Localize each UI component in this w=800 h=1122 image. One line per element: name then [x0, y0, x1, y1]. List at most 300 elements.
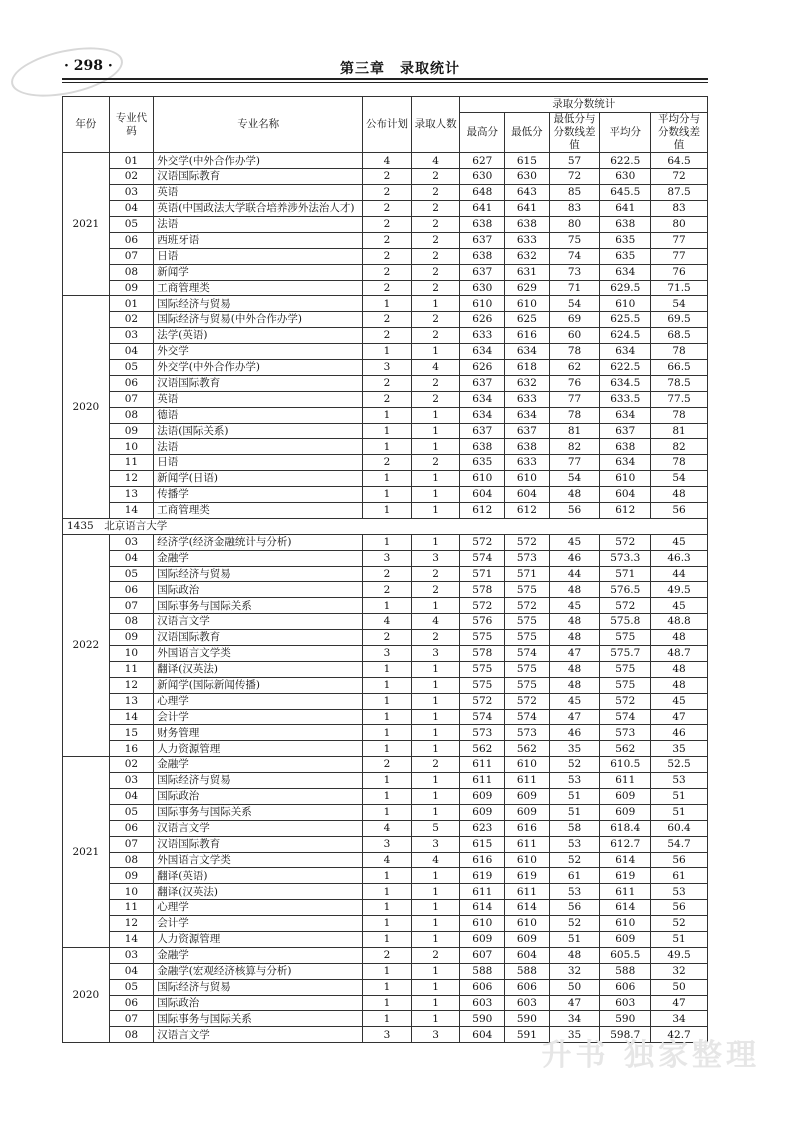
min-cell: 609 [505, 804, 550, 820]
table-row [63, 566, 708, 582]
max-cell: 633 [460, 328, 505, 344]
code-cell: 13 [109, 693, 154, 709]
admitted-cell: 4 [411, 359, 460, 375]
plan-cell: 2 [363, 169, 412, 185]
min-diff-cell: 44 [549, 566, 600, 582]
admitted-cell: 2 [411, 232, 460, 248]
major-cell: 汉语国际教育 [154, 375, 363, 391]
table-row [63, 947, 708, 963]
code-cell: 11 [109, 661, 154, 677]
min-cell: 638 [505, 216, 550, 232]
code-cell: 11 [109, 455, 154, 471]
plan-cell: 2 [363, 185, 412, 201]
plan-cell: 1 [363, 693, 412, 709]
min-cell: 604 [505, 947, 550, 963]
max-cell: 612 [460, 502, 505, 518]
plan-cell: 4 [363, 614, 412, 630]
min-cell: 625 [505, 312, 550, 328]
avg-cell: 612 [600, 502, 651, 518]
max-cell: 610 [460, 296, 505, 312]
min-diff-cell: 35 [549, 1027, 600, 1043]
col-plan-header: 公布计划 [363, 97, 412, 153]
avg-diff-cell: 48 [651, 677, 708, 693]
avg-cell: 572 [600, 598, 651, 614]
code-cell: 06 [109, 232, 154, 248]
avg-diff-cell: 34 [651, 1011, 708, 1027]
code-cell: 03 [109, 773, 154, 789]
min-diff-cell: 48 [549, 661, 600, 677]
plan-cell: 2 [363, 328, 412, 344]
plan-cell: 2 [363, 248, 412, 264]
min-diff-cell: 35 [549, 741, 600, 757]
avg-diff-cell: 72 [651, 169, 708, 185]
avg-cell: 637 [600, 423, 651, 439]
avg-diff-cell: 49.5 [651, 582, 708, 598]
min-diff-cell: 73 [549, 264, 600, 280]
admitted-cell: 1 [411, 598, 460, 614]
major-cell: 国际经济与贸易 [154, 296, 363, 312]
avg-diff-cell: 54 [651, 471, 708, 487]
min-cell: 610 [505, 852, 550, 868]
table-row [63, 725, 708, 741]
code-cell: 07 [109, 1011, 154, 1027]
min-diff-cell: 34 [549, 1011, 600, 1027]
admitted-cell: 1 [411, 900, 460, 916]
avg-diff-cell: 48.7 [651, 645, 708, 661]
min-cell: 575 [505, 677, 550, 693]
major-cell: 法语(国际关系) [154, 423, 363, 439]
code-cell: 02 [109, 169, 154, 185]
min-diff-cell: 56 [549, 900, 600, 916]
avg-diff-cell: 78 [651, 455, 708, 471]
min-diff-cell: 52 [549, 852, 600, 868]
admitted-cell: 1 [411, 661, 460, 677]
code-cell: 09 [109, 423, 154, 439]
avg-diff-cell: 82 [651, 439, 708, 455]
avg-cell: 619 [600, 868, 651, 884]
min-cell: 619 [505, 868, 550, 884]
code-cell: 01 [109, 296, 154, 312]
max-cell: 574 [460, 709, 505, 725]
code-cell: 03 [109, 947, 154, 963]
table-row [63, 582, 708, 598]
code-cell: 14 [109, 502, 154, 518]
avg-cell: 629.5 [600, 280, 651, 296]
avg-cell: 610.5 [600, 757, 651, 773]
admitted-cell: 2 [411, 201, 460, 217]
min-cell: 575 [505, 630, 550, 646]
table-row [63, 693, 708, 709]
table-row [63, 248, 708, 264]
major-cell: 国际经济与贸易 [154, 979, 363, 995]
table-row [63, 391, 708, 407]
table-row [63, 201, 708, 217]
min-diff-cell: 58 [549, 820, 600, 836]
table-row [63, 852, 708, 868]
major-cell: 汉语国际教育 [154, 836, 363, 852]
admitted-cell: 2 [411, 169, 460, 185]
major-cell: 国际事务与国际关系 [154, 598, 363, 614]
code-cell: 04 [109, 344, 154, 360]
major-cell: 国际经济与贸易 [154, 566, 363, 582]
min-diff-cell: 52 [549, 757, 600, 773]
table-row [63, 900, 708, 916]
major-cell: 汉语言文学 [154, 1027, 363, 1043]
col-major-header: 专业名称 [154, 97, 363, 153]
plan-cell: 4 [363, 852, 412, 868]
avg-cell: 604 [600, 487, 651, 503]
table-row [63, 344, 708, 360]
avg-diff-cell: 80 [651, 216, 708, 232]
table-body-part2 [63, 534, 708, 1043]
code-cell: 05 [109, 216, 154, 232]
min-cell: 633 [505, 455, 550, 471]
max-cell: 572 [460, 598, 505, 614]
major-cell: 英语 [154, 185, 363, 201]
major-cell: 翻译(汉英法) [154, 884, 363, 900]
col-min-diff-header: 最低分与分数线差值 [549, 113, 600, 153]
avg-diff-cell: 46.3 [651, 550, 708, 566]
min-cell: 615 [505, 153, 550, 169]
code-cell: 02 [109, 312, 154, 328]
admitted-cell: 1 [411, 773, 460, 789]
min-cell: 571 [505, 566, 550, 582]
admitted-cell: 2 [411, 391, 460, 407]
admitted-cell: 3 [411, 550, 460, 566]
max-cell: 638 [460, 216, 505, 232]
avg-diff-cell: 51 [651, 789, 708, 805]
max-cell: 637 [460, 232, 505, 248]
plan-cell: 2 [363, 280, 412, 296]
avg-diff-cell: 69.5 [651, 312, 708, 328]
table-row [63, 312, 708, 328]
min-cell: 575 [505, 582, 550, 598]
max-cell: 588 [460, 963, 505, 979]
avg-diff-cell: 54 [651, 296, 708, 312]
avg-cell: 618.4 [600, 820, 651, 836]
avg-cell: 630 [600, 169, 651, 185]
avg-diff-cell: 77.5 [651, 391, 708, 407]
avg-diff-cell: 78 [651, 344, 708, 360]
min-cell: 588 [505, 963, 550, 979]
admitted-cell: 1 [411, 296, 460, 312]
major-cell: 会计学 [154, 709, 363, 725]
min-cell: 634 [505, 344, 550, 360]
code-cell: 05 [109, 804, 154, 820]
table-row [63, 979, 708, 995]
admitted-cell: 2 [411, 566, 460, 582]
avg-cell: 614 [600, 852, 651, 868]
plan-cell: 1 [363, 884, 412, 900]
avg-diff-cell: 56 [651, 502, 708, 518]
min-cell: 609 [505, 932, 550, 948]
table-row [63, 789, 708, 805]
avg-diff-cell: 49.5 [651, 947, 708, 963]
major-cell: 心理学 [154, 900, 363, 916]
max-cell: 635 [460, 455, 505, 471]
major-cell: 金融学 [154, 947, 363, 963]
admitted-cell: 1 [411, 916, 460, 932]
plan-cell: 1 [363, 900, 412, 916]
table-row [63, 296, 708, 312]
table-body-part1 [63, 153, 708, 518]
code-cell: 07 [109, 598, 154, 614]
major-cell: 国际政治 [154, 582, 363, 598]
table-row [63, 868, 708, 884]
min-cell: 572 [505, 534, 550, 550]
avg-cell: 575 [600, 630, 651, 646]
min-cell: 610 [505, 916, 550, 932]
min-diff-cell: 48 [549, 582, 600, 598]
min-diff-cell: 53 [549, 773, 600, 789]
table-row [63, 598, 708, 614]
code-cell: 04 [109, 201, 154, 217]
min-diff-cell: 54 [549, 296, 600, 312]
header-rule [62, 78, 708, 80]
plan-cell: 1 [363, 916, 412, 932]
plan-cell: 1 [363, 789, 412, 805]
avg-diff-cell: 56 [651, 852, 708, 868]
avg-cell: 575 [600, 677, 651, 693]
major-cell: 国际政治 [154, 789, 363, 805]
avg-diff-cell: 51 [651, 804, 708, 820]
avg-cell: 635 [600, 232, 651, 248]
table-row [63, 550, 708, 566]
major-cell: 经济学(经济金融统计与分析) [154, 534, 363, 550]
max-cell: 575 [460, 630, 505, 646]
min-cell: 630 [505, 169, 550, 185]
avg-diff-cell: 45 [651, 598, 708, 614]
table-row [63, 264, 708, 280]
admitted-cell: 2 [411, 216, 460, 232]
avg-diff-cell: 77 [651, 248, 708, 264]
code-cell: 07 [109, 248, 154, 264]
code-cell: 09 [109, 280, 154, 296]
table-row [63, 884, 708, 900]
avg-cell: 606 [600, 979, 651, 995]
avg-diff-cell: 61 [651, 868, 708, 884]
table-row [63, 407, 708, 423]
plan-cell: 1 [363, 407, 412, 423]
plan-cell: 2 [363, 566, 412, 582]
max-cell: 638 [460, 439, 505, 455]
min-cell: 591 [505, 1027, 550, 1043]
min-diff-cell: 52 [549, 916, 600, 932]
table-row [63, 995, 708, 1011]
plan-cell: 3 [363, 645, 412, 661]
plan-cell: 1 [363, 439, 412, 455]
min-cell: 562 [505, 741, 550, 757]
avg-cell: 605.5 [600, 947, 651, 963]
min-diff-cell: 85 [549, 185, 600, 201]
min-cell: 629 [505, 280, 550, 296]
max-cell: 634 [460, 344, 505, 360]
avg-diff-cell: 32 [651, 963, 708, 979]
plan-cell: 2 [363, 947, 412, 963]
code-cell: 14 [109, 932, 154, 948]
plan-cell: 1 [363, 502, 412, 518]
table-row [63, 836, 708, 852]
min-cell: 603 [505, 995, 550, 1011]
avg-diff-cell: 44 [651, 566, 708, 582]
max-cell: 623 [460, 820, 505, 836]
table-row [63, 439, 708, 455]
max-cell: 572 [460, 534, 505, 550]
code-cell: 08 [109, 614, 154, 630]
min-cell: 606 [505, 979, 550, 995]
min-cell: 604 [505, 487, 550, 503]
table-row [63, 820, 708, 836]
plan-cell: 1 [363, 709, 412, 725]
avg-cell: 635 [600, 248, 651, 264]
avg-cell: 634 [600, 344, 651, 360]
min-cell: 633 [505, 232, 550, 248]
avg-cell: 573.3 [600, 550, 651, 566]
code-cell: 01 [109, 153, 154, 169]
min-cell: 609 [505, 789, 550, 805]
max-cell: 637 [460, 375, 505, 391]
min-cell: 574 [505, 709, 550, 725]
min-cell: 611 [505, 773, 550, 789]
code-cell: 06 [109, 995, 154, 1011]
avg-diff-cell: 77 [651, 232, 708, 248]
admitted-cell: 1 [411, 487, 460, 503]
table-row [63, 709, 708, 725]
admitted-cell: 1 [411, 789, 460, 805]
avg-diff-cell: 56 [651, 900, 708, 916]
avg-diff-cell: 66.5 [651, 359, 708, 375]
avg-cell: 622.5 [600, 359, 651, 375]
admitted-cell: 1 [411, 963, 460, 979]
avg-diff-cell: 81 [651, 423, 708, 439]
max-cell: 634 [460, 407, 505, 423]
code-cell: 10 [109, 884, 154, 900]
max-cell: 611 [460, 884, 505, 900]
avg-cell: 598.7 [600, 1027, 651, 1043]
avg-cell: 638 [600, 216, 651, 232]
min-diff-cell: 80 [549, 216, 600, 232]
max-cell: 609 [460, 789, 505, 805]
table-row [63, 661, 708, 677]
table-row [63, 757, 708, 773]
avg-diff-cell: 48 [651, 487, 708, 503]
max-cell: 575 [460, 677, 505, 693]
year-cell: 2020 [63, 947, 110, 1042]
admitted-cell: 2 [411, 757, 460, 773]
plan-cell: 1 [363, 773, 412, 789]
avg-diff-cell: 64.5 [651, 153, 708, 169]
admitted-cell: 1 [411, 709, 460, 725]
table-row [63, 185, 708, 201]
plan-cell: 4 [363, 820, 412, 836]
code-cell: 04 [109, 550, 154, 566]
plan-cell: 1 [363, 487, 412, 503]
plan-cell: 1 [363, 804, 412, 820]
table-row [63, 741, 708, 757]
avg-cell: 614 [600, 900, 651, 916]
admitted-cell: 1 [411, 741, 460, 757]
col-avg-diff-header: 平均分与分数线差值 [651, 113, 708, 153]
plan-cell: 1 [363, 296, 412, 312]
code-cell: 08 [109, 407, 154, 423]
max-cell: 603 [460, 995, 505, 1011]
plan-cell: 1 [363, 741, 412, 757]
min-cell: 616 [505, 328, 550, 344]
table-row [63, 455, 708, 471]
avg-diff-cell: 52.5 [651, 757, 708, 773]
plan-cell: 1 [363, 344, 412, 360]
avg-cell: 610 [600, 916, 651, 932]
admitted-cell: 1 [411, 1011, 460, 1027]
admitted-cell: 1 [411, 407, 460, 423]
table-row [63, 471, 708, 487]
avg-diff-cell: 45 [651, 693, 708, 709]
avg-cell: 625.5 [600, 312, 651, 328]
max-cell: 630 [460, 169, 505, 185]
admitted-cell: 2 [411, 328, 460, 344]
admitted-cell: 2 [411, 248, 460, 264]
avg-cell: 610 [600, 471, 651, 487]
avg-cell: 641 [600, 201, 651, 217]
min-cell: 632 [505, 248, 550, 264]
max-cell: 641 [460, 201, 505, 217]
code-cell: 16 [109, 741, 154, 757]
major-cell: 新闻学 [154, 264, 363, 280]
code-cell: 05 [109, 979, 154, 995]
plan-cell: 2 [363, 455, 412, 471]
min-diff-cell: 57 [549, 153, 600, 169]
max-cell: 637 [460, 423, 505, 439]
major-cell: 国际事务与国际关系 [154, 1011, 363, 1027]
code-cell: 03 [109, 534, 154, 550]
min-diff-cell: 47 [549, 995, 600, 1011]
avg-cell: 609 [600, 789, 651, 805]
min-diff-cell: 48 [549, 630, 600, 646]
col-code-header: 专业代码 [109, 97, 154, 153]
avg-cell: 638 [600, 439, 651, 455]
plan-cell: 4 [363, 153, 412, 169]
table-row [63, 932, 708, 948]
table-row [63, 773, 708, 789]
avg-cell: 603 [600, 995, 651, 1011]
plan-cell: 1 [363, 598, 412, 614]
admitted-cell: 2 [411, 582, 460, 598]
code-cell: 11 [109, 900, 154, 916]
table-row [63, 487, 708, 503]
plan-cell: 1 [363, 932, 412, 948]
min-diff-cell: 71 [549, 280, 600, 296]
admitted-cell: 1 [411, 534, 460, 550]
min-diff-cell: 48 [549, 947, 600, 963]
major-cell: 法学(英语) [154, 328, 363, 344]
min-diff-cell: 51 [549, 789, 600, 805]
max-cell: 562 [460, 741, 505, 757]
max-cell: 571 [460, 566, 505, 582]
major-cell: 日语 [154, 248, 363, 264]
avg-cell: 634 [600, 455, 651, 471]
avg-diff-cell: 48.8 [651, 614, 708, 630]
major-cell: 金融学(宏观经济核算与分析) [154, 963, 363, 979]
avg-diff-cell: 53 [651, 884, 708, 900]
max-cell: 630 [460, 280, 505, 296]
major-cell: 人力资源管理 [154, 741, 363, 757]
min-diff-cell: 82 [549, 439, 600, 455]
plan-cell: 2 [363, 232, 412, 248]
avg-diff-cell: 48 [651, 661, 708, 677]
avg-diff-cell: 35 [651, 741, 708, 757]
avg-diff-cell: 50 [651, 979, 708, 995]
year-cell: 2021 [63, 757, 110, 948]
